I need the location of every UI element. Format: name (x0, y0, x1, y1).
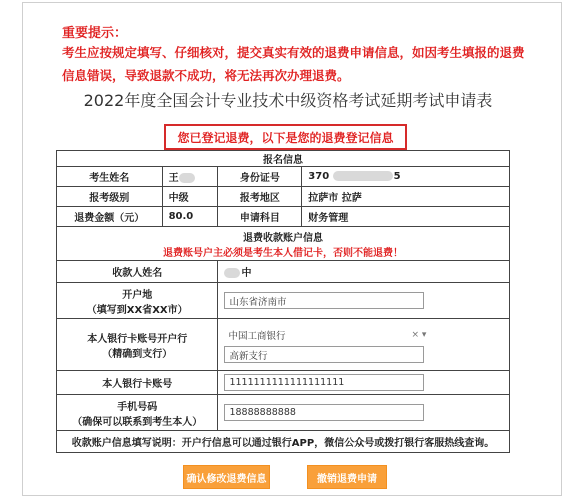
refund-account-warning: 退费账号户主必须是考生本人借记卡，否则不能退费！ (163, 247, 403, 259)
phone-hint: （确保可以联系到考生本人） (72, 416, 203, 428)
page-title: 2022年度全国会计专业技术中级资格考试延期考试申请表 (83, 91, 493, 110)
confirm-edit-button[interactable]: 确认修改退费信息 (183, 465, 270, 489)
bank-cell (218, 319, 510, 371)
bank-location-label-cell (57, 283, 218, 319)
refund-info-table (56, 150, 510, 453)
bank-select-controls (412, 330, 427, 340)
name-value: 王 (162, 167, 218, 187)
card-cell (218, 371, 510, 395)
cancel-refund-button[interactable]: 撤销退费申请 (307, 465, 387, 489)
bank-location-hint: （填写到XX省XX市） (86, 304, 188, 316)
card-number-input[interactable]: 1111111111111111111 (224, 374, 424, 391)
subject-label: 申请科目 (218, 207, 302, 227)
chevron-down-icon[interactable]: ▾ (421, 329, 427, 340)
region-label: 报考地区 (218, 187, 302, 207)
bank-select-value: 中国工商银行 (228, 330, 286, 342)
payee-label: 收款人姓名 (57, 261, 218, 283)
level-value: 中级 (162, 187, 218, 207)
name-label: 考生姓名 (57, 167, 163, 187)
clear-icon[interactable]: × (411, 329, 420, 340)
refund-account-section (57, 227, 510, 261)
bank-label-cell (57, 319, 218, 371)
bank-select[interactable] (224, 326, 430, 343)
phone-label-cell (57, 395, 218, 431)
bank-hint: （精确到支行） (102, 348, 173, 360)
registration-section-title: 报名信息 (57, 151, 510, 167)
region-value: 拉萨市 拉萨 (302, 187, 510, 207)
masked-name (179, 173, 195, 183)
notice-body (62, 41, 528, 87)
branch-input[interactable]: 高新支行 (224, 346, 424, 363)
subject-value: 财务管理 (302, 207, 510, 227)
phone-cell (218, 395, 510, 431)
notice-line-1: 考生应按规定填写、仔细核对，提交真实有效的退费申请信息，如因考生填报的退费 (62, 45, 525, 60)
payee-value: 中 (218, 261, 510, 283)
id-label: 身份证号 (218, 167, 302, 187)
masked-id (333, 171, 393, 181)
phone-label: 手机号码 (117, 401, 158, 413)
bank-label: 本人银行卡账号开户行 (87, 333, 188, 345)
phone-input[interactable]: 18888888888 (224, 404, 424, 421)
success-message: 您已登记退费，以下是您的退费登记信息 (164, 124, 407, 150)
id-value: 370 5 (302, 167, 510, 187)
refund-amount-value: 80.0 (162, 207, 218, 227)
masked-payee (224, 268, 240, 278)
bank-location-label: 开户地 (122, 289, 153, 301)
refund-amount-label: 退费金额（元） (57, 207, 163, 227)
bank-location-cell (218, 283, 510, 319)
refund-account-section-title: 退费收款账户信息 (243, 232, 323, 244)
bank-location-input[interactable]: 山东省济南市 (224, 292, 424, 309)
account-footnote: 收款账户信息填写说明：开户行信息可以通过银行APP，微信公众号或拨打银行客服热线查询。 (57, 431, 510, 453)
card-label: 本人银行卡账号 (57, 371, 218, 395)
level-label: 报考级别 (57, 187, 163, 207)
notice-line-2: 信息错误，导致退款不成功，将无法再次办理退费。 (62, 68, 350, 83)
notice-title: 重要提示： (62, 26, 128, 41)
